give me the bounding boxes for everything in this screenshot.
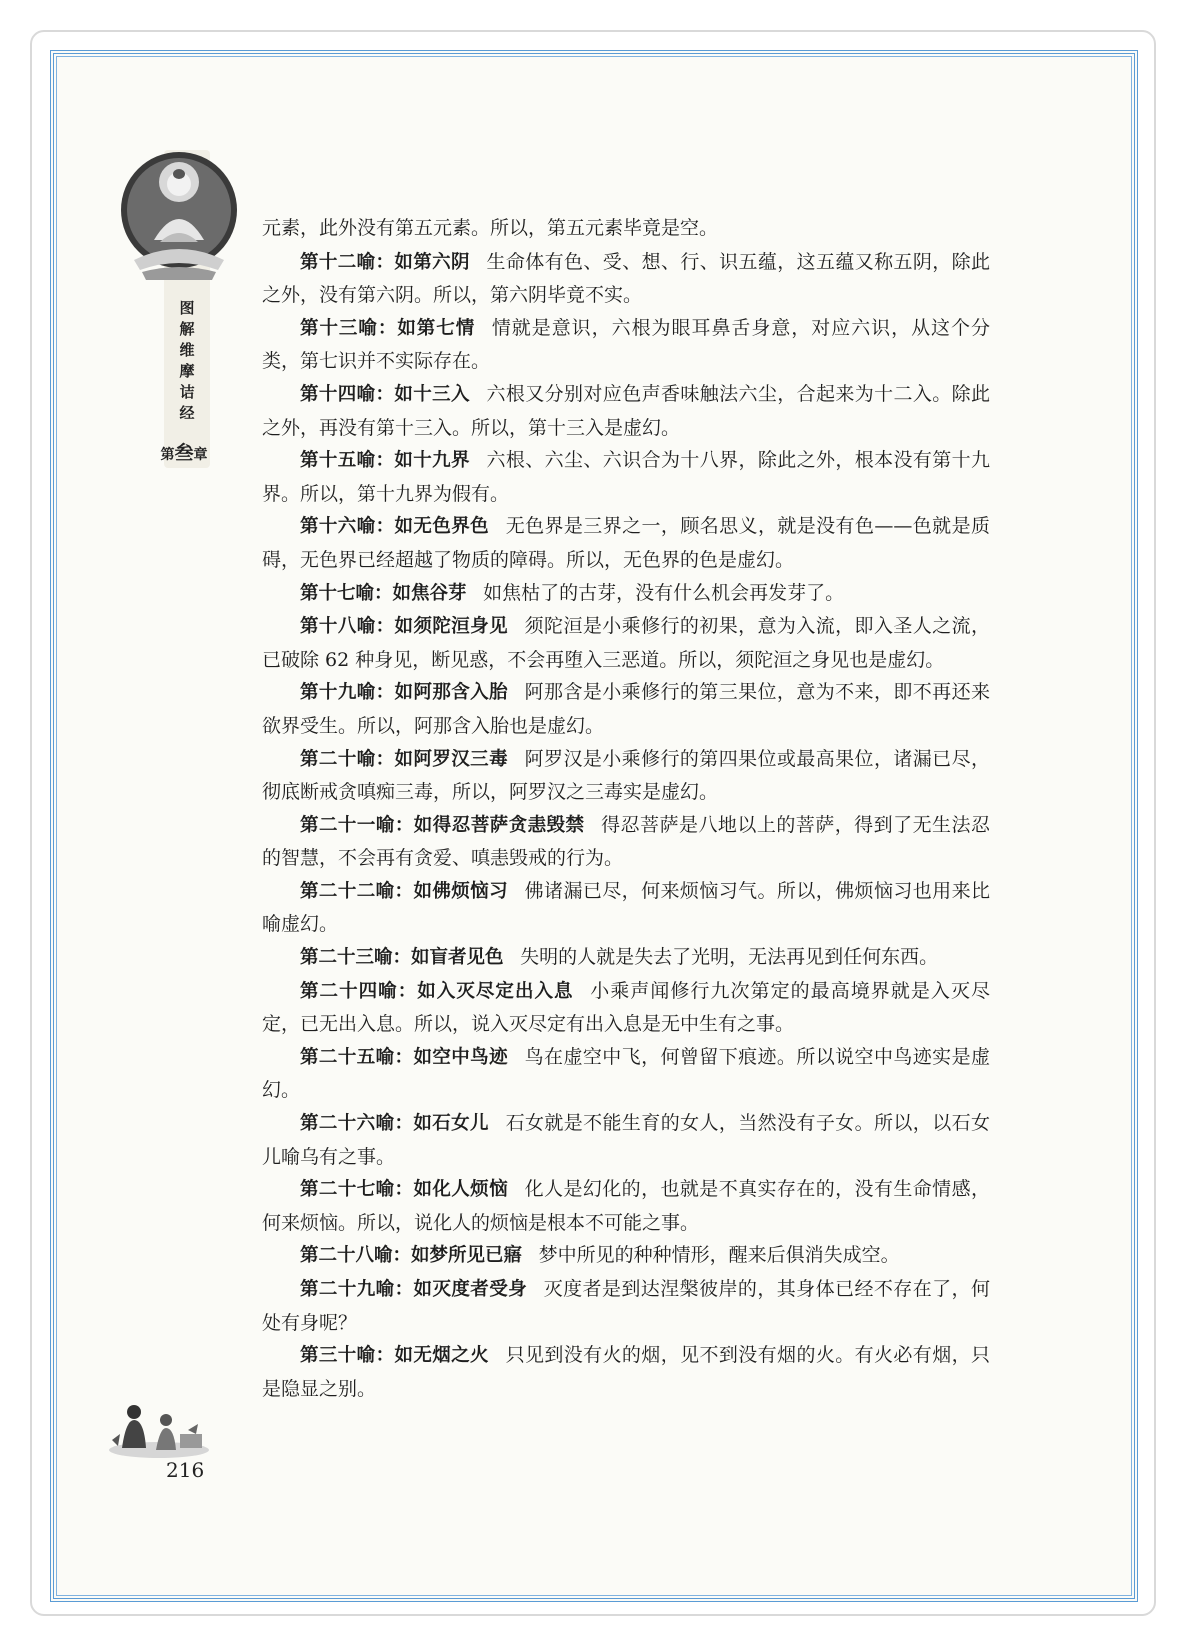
figures-vignette-icon: [104, 1390, 214, 1462]
page-number: 216: [166, 1458, 205, 1482]
paragraph-heading: 第十四喻：如十三入: [300, 383, 470, 405]
paragraph: [262, 975, 990, 1041]
side-title-char: 经: [179, 404, 195, 422]
paragraph-heading: 第十三喻：如第七情: [300, 317, 476, 339]
chapter-suffix: 章: [193, 447, 208, 463]
side-title-char: 解: [179, 320, 195, 338]
paragraph-heading: 第十六喻：如无色界色: [300, 516, 490, 538]
paragraph: [262, 312, 990, 378]
paragraph-heading: 第二十喻：如阿罗汉三毒: [300, 748, 508, 770]
paragraph-heading: 第二十七喻：如化人烦恼: [300, 1179, 508, 1201]
side-title-char: 诘: [179, 383, 195, 401]
paragraph: [262, 246, 990, 312]
paragraph-heading: 第二十六喻：如石女儿: [300, 1113, 489, 1135]
paragraph-body: 失明的人就是失去了光明，无法再见到任何东西。: [520, 946, 939, 969]
side-title-char: 图: [179, 299, 195, 317]
paragraph-heading: 第二十八喻：如梦所见已寤: [300, 1245, 523, 1267]
paragraph: [262, 1107, 990, 1173]
side-book-title: [172, 298, 202, 424]
paragraph: [262, 809, 990, 875]
paragraph: [262, 577, 990, 611]
chapter-prefix: 第: [160, 447, 175, 463]
paragraph: [262, 1173, 990, 1239]
paragraph-heading: 第十七喻：如焦谷芽: [300, 582, 467, 604]
seated-buddha-icon: [114, 148, 244, 290]
paragraph-body: 化人是幻化的，也就是不真实存在的，没有生命情感，何来烦恼。所以，说化人的烦恼是根本不可能之事。: [262, 1178, 990, 1234]
body-text: [262, 212, 990, 1405]
paragraph-heading: 第二十四喻：如入灭尽定出入息: [300, 980, 574, 1002]
paragraph-body: 阿那含是小乘修行的第三果位，意为不来，即不再还来欲界受生。所以，阿那含入胎也是虚幻。: [262, 681, 990, 737]
paragraph-body: 得忍菩萨是八地以上的菩萨，得到了无生法忍的智慧，不会再有贪爱、嗔恚毁戒的行为。: [262, 813, 990, 870]
paragraph-body: 元素，此外没有第五元素。所以，第五元素毕竟是空。: [262, 217, 719, 239]
paragraph: [262, 1339, 990, 1405]
paragraph: [262, 875, 990, 941]
paragraph-heading: 第二十二喻：如佛烦恼习: [300, 880, 508, 902]
paragraph: [262, 212, 990, 246]
paragraph: [262, 510, 990, 576]
paragraph-body: 阿罗汉是小乘修行的第四果位或最高果位，诸漏已尽，彻底断戒贪嗔痴三毒，所以，阿罗汉之三毒实是虚幻。: [262, 747, 990, 804]
paragraph: [262, 1041, 990, 1107]
paragraph-body: 梦中所见的种种情形，醒来后俱消失成空。: [538, 1244, 900, 1267]
paragraph-body: 只见到没有火的烟，见不到没有烟的火。有火必有烟，只是隐显之别。: [262, 1344, 990, 1400]
paragraph-body: 生命体有色、受、想、行、识五蕴，这五蕴又称五阴，除此之外，没有第六阴。所以，第六阴毕竟不实。: [262, 250, 990, 307]
paragraph: [262, 941, 990, 975]
paragraph: [262, 610, 990, 676]
paragraph-heading: 第二十一喻：如得忍菩萨贪恚毁禁: [300, 814, 585, 836]
paragraph: [262, 378, 990, 444]
paragraph-heading: 第十九喻：如阿那含入胎: [300, 682, 508, 704]
paragraph-heading: 第二十三喻：如盲者见色: [300, 947, 504, 969]
chapter-tag: [146, 438, 222, 465]
paragraph-body: 情就是意识，六根为眼耳鼻舌身意，对应六识，从这个分类，第七识并不实际存在。: [262, 316, 990, 373]
paragraph-body: 须陀洹是小乘修行的初果，意为入流，即入圣人之流，已破除 62 种身见，断见惑，不会再堕入三恶道。所以，须陀洹之身见也是虚幻。: [262, 615, 990, 671]
paragraph-heading: 第十八喻：如须陀洹身见: [300, 616, 508, 638]
paragraph: [262, 676, 990, 742]
paragraph: [262, 1273, 990, 1339]
paragraph-heading: 第三十喻：如无烟之火: [300, 1345, 489, 1367]
paragraph-body: 如焦枯了的古芽，没有什么机会再发芽了。: [483, 581, 845, 604]
paragraph: [262, 1239, 990, 1273]
side-title-char: 维: [179, 341, 195, 359]
paragraph: [262, 444, 990, 510]
paragraph: [262, 743, 990, 809]
paragraph-heading: 第二十九喻：如灭度者受身: [300, 1279, 528, 1300]
paragraph-heading: 第二十五喻：如空中鸟迹: [300, 1046, 508, 1068]
side-title-char: 摩: [179, 362, 195, 380]
paragraph-body: 六根、六尘、六识合为十八界，除此之外，根本没有第十九界。所以，第十九界为假有。: [262, 449, 990, 505]
paragraph-body: 无色界是三界之一，顾名思义，就是没有色——色就是质碍，无色界已经超越了物质的障碍。所以，无色界的色是虚幻。: [262, 515, 990, 571]
paragraph-heading: 第十五喻：如十九界: [300, 450, 470, 472]
paragraph-body: 灭度者是到达涅槃彼岸的，其身体已经不存在了，何处有身呢？: [262, 1278, 990, 1334]
paragraph-body: 小乘声闻修行九次第定的最高境界就是入灭尽定，已无出入息。所以，说入灭尽定有出入息是无中生有之事。: [262, 979, 990, 1036]
chapter-number: 叁: [174, 442, 194, 464]
paragraph-body: 佛诸漏已尽，何来烦恼习气。所以，佛烦恼习也用来比喻虚幻。: [262, 879, 990, 936]
paragraph-body: 六根又分别对应色声香味触法六尘，合起来为十二入。除此之外，再没有第十三入。所以，第十三入是虚幻。: [262, 382, 990, 439]
paragraph-body: 鸟在虚空中飞，何曾留下痕迹。所以说空中鸟迹实是虚幻。: [262, 1045, 990, 1102]
paragraph-body: 石女就是不能生育的女人，当然没有子女。所以，以石女儿喻乌有之事。: [262, 1112, 990, 1168]
paragraph-heading: 第十二喻：如第六阴: [300, 251, 470, 273]
